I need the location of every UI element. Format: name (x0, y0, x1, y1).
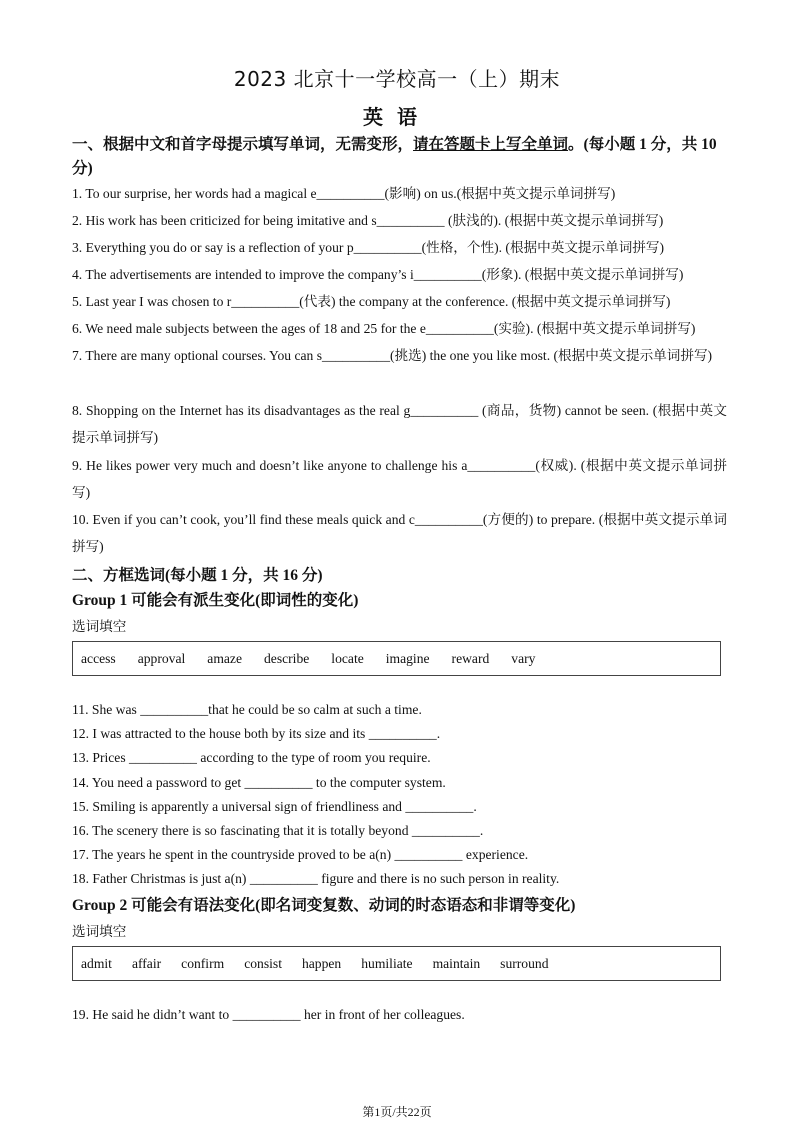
question-item: 4. The advertisements are intended to improve the company’s i__________(形象). (根据中英文提示单词拼写) (72, 267, 684, 282)
group2-word-box (72, 946, 721, 981)
subject-title: 英语 (363, 105, 431, 129)
question-item: 9. He likes power very much and doesn’t like anyone to challenge his a__________(权威). (根据中英文提示单词拼写) (72, 458, 727, 500)
word-option: locate (331, 650, 364, 666)
word-option: amaze (207, 650, 242, 666)
question-item: 2. His work has been criticized for being imitative and s__________ (肤浅的). (根据中英文提示单词拼写) (72, 213, 664, 228)
question-item: 13. Prices __________ according to the type of room you require. (72, 750, 431, 765)
group1-word-box (72, 641, 721, 676)
question-item: 18. Father Christmas is just a(n) __________ figure and there is no such person in reality. (72, 871, 560, 886)
page-number: 第1页/共22页 (362, 1105, 432, 1119)
word-option: confirm (181, 955, 225, 971)
question-item: 6. We need male subjects between the ages of 18 and 25 for the e__________(实验). (根据中英文提示单词拼写) (72, 321, 696, 336)
section1-heading (72, 133, 727, 181)
word-option: describe (264, 650, 310, 666)
question-item: 17. The years he spent in the countryside proved to be a(n) __________ experience. (72, 847, 529, 862)
question-item: 8. Shopping on the Internet has its disadvantages as the real g__________ (商品，货物) cannot be seen. (根据中英文提示单词拼写) (72, 403, 727, 445)
question-item: 19. He said he didn’t want to __________ her in front of her colleagues. (72, 1007, 465, 1022)
word-option: access (81, 650, 116, 666)
word-option: happen (301, 955, 342, 971)
group2-heading: Group 2 可能会有语法变化(即名词变复数、动词的时态语态和非谓等变化) (72, 897, 576, 914)
question-item: 10. Even if you can’t cook, you’ll find these meals quick and c__________(方便的) to prepare. (根据中英文提示单词拼写) (72, 512, 727, 554)
question-item: 11. She was __________that he could be so calm at such a time. (72, 702, 422, 717)
section1-heading-post: 。(每小题 1 分，共 10 分) (72, 136, 717, 177)
question-item: 7. There are many optional courses. You can s__________(挑选) the one you like most. (根据中英文提示单词拼写) (72, 348, 713, 363)
word-option: imagine (385, 650, 430, 666)
section2-heading: 二、方框选词(每小题 1 分，共 16 分) (72, 567, 323, 584)
word-option: humiliate (361, 955, 413, 971)
question-item: 14. You need a password to get __________ to the computer system. (72, 775, 446, 790)
word-option: reward (451, 650, 490, 666)
question-item: 5. Last year I was chosen to r__________(代表) the company at the conference. (根据中英文提示单词拼写) (72, 294, 671, 309)
word-option: consist (244, 955, 282, 971)
question-item: 15. Smiling is apparently a universal sign of friendliness and __________. (72, 799, 477, 814)
word-option: affair (131, 955, 162, 971)
exam-title: 2023 北京十一学校高一（上）期末 (233, 67, 561, 91)
word-option: maintain (432, 955, 481, 971)
word-option: approval (137, 650, 186, 666)
group1-instruction: 选词填空 (72, 619, 127, 635)
group2-instruction: 选词填空 (72, 924, 127, 940)
group1-heading: Group 1 可能会有派生变化(即词性的变化) (72, 592, 359, 609)
question-item: 1. To our surprise, her words had a magical e__________(影响) on us.(根据中英文提示单词拼写) (72, 186, 616, 201)
word-option: surround (500, 955, 549, 971)
question-item: 3. Everything you do or say is a reflection of your p__________(性格，个性). (根据中英文提示单词拼写) (72, 240, 664, 255)
section1-heading-underlined: 请在答题卡上写全单词 (413, 136, 569, 153)
word-option: vary (511, 650, 536, 666)
word-option: admit (81, 955, 112, 971)
question-item: 16. The scenery there is so fascinating that it is totally beyond __________. (72, 823, 484, 838)
question-item: 12. I was attracted to the house both by its size and its __________. (72, 726, 441, 741)
section1-heading-pre: 一、根据中文和首字母提示填写单词，无需变形， (72, 136, 414, 153)
